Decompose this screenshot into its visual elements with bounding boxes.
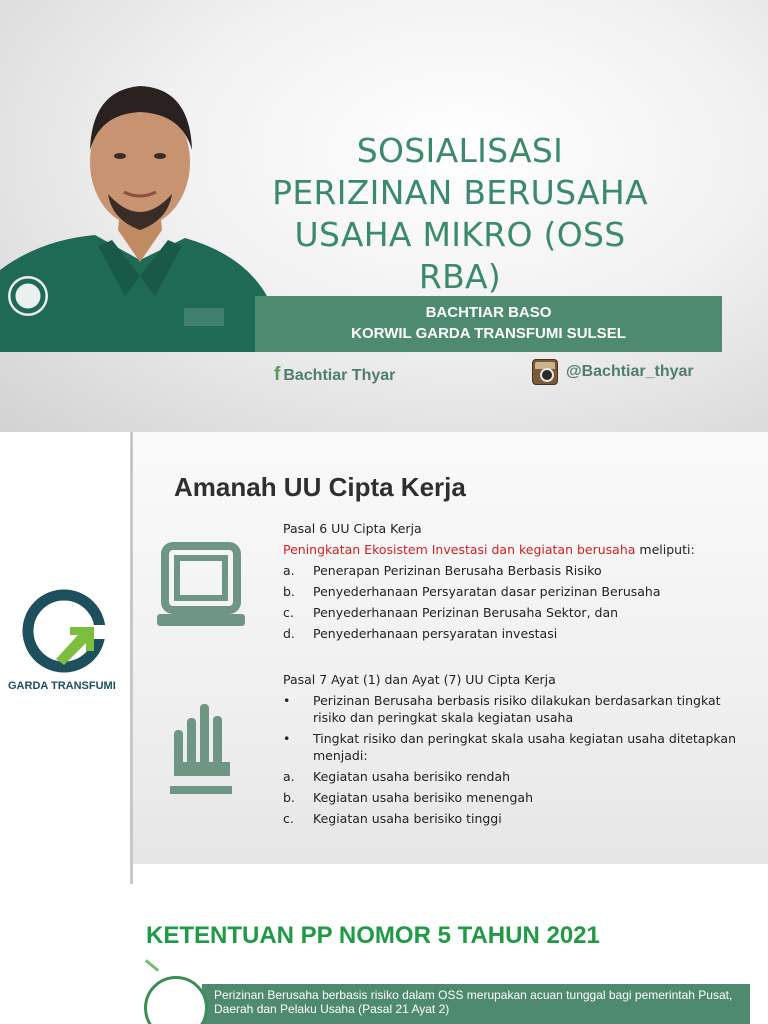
list-text: Kegiatan usaha berisiko tinggi [313,811,502,826]
slide-heading: KETENTUAN PP NOMOR 5 TAHUN 2021 [146,922,600,949]
title-slide [0,0,768,432]
title-line-2: PERIZINAN BERUSAHA [272,173,648,212]
instagram-contact [532,359,694,385]
bullet-text: Perizinan Berusaha berbasis risiko dilakukan berdasarkan tingkat risiko dan peringkat skala kegiatan usaha [313,693,721,725]
list-text: Penyederhanaan Persyaratan dasar perizinan Berusaha [313,584,661,599]
facebook-contact [274,364,395,386]
pasal6-intro-highlight: Peningkatan Ekosistem Investasi dan kegiatan berusaha [283,542,636,557]
circle-icon [144,976,208,1024]
content-slide [0,432,768,864]
presenter-band [255,296,722,352]
laptop-icon [155,540,247,632]
list-item [283,560,753,581]
slide-heading: Amanah UU Cipta Kerja [174,472,466,502]
presenter-name: BACHTIAR BASO [425,304,552,321]
logo-label: GARDA TRANSFUMI [8,680,116,692]
instagram-icon [532,359,558,385]
list-item [283,787,753,808]
instagram-handle: @Bachtiar_thyar [566,363,694,380]
list-text: Kegiatan usaha berisiko menengah [313,790,533,805]
presenter-role: KORWIL GARDA TRANSFUMI SULSEL [351,325,626,342]
list-text: Penyederhanaan Perizinan Berusaha Sektor, dan [313,605,619,620]
list-text: Penyederhanaan persyaratan investasi [313,626,558,641]
slide-title [250,130,670,298]
list-marker: d. [283,626,295,641]
list-marker: a. [283,769,295,784]
title-line-3: USAHA MIKRO (OSS RBA) [294,215,626,296]
facebook-handle: Bachtiar Thyar [283,367,396,384]
list-item [283,766,753,787]
side-divider [130,864,133,884]
list-item [283,581,753,602]
bullet-item [283,728,753,766]
side-divider [130,432,133,864]
pasal7-heading: Pasal 7 Ayat (1) dan Ayat (7) UU Cipta Kerja [283,672,556,687]
list-marker: b. [283,584,295,599]
facebook-icon: f [274,364,281,385]
list-item [283,808,753,829]
bullet-item [283,690,753,728]
list-text: Kegiatan usaha berisiko rendah [313,769,511,784]
list-marker: c. [283,811,294,826]
title-line-1: SOSIALISASI [356,131,564,170]
bullet-marker: • [283,693,291,708]
pp-slide [0,864,768,1024]
list-text: Penerapan Perizinan Berusaha Berbasis Risiko [313,563,602,578]
list-marker: b. [283,790,295,805]
bullet-marker: • [283,731,291,746]
pasal6-heading: Pasal 6 UU Cipta Kerja [283,521,422,536]
list-marker: c. [283,605,294,620]
garda-transfumi-logo-icon [20,587,108,677]
info-box: Perizinan Berusaha berbasis risiko dalam OSS merupakan acuan tunggal bagi pemerintah Pusat, Daerah dan Pelaku Usaha (Pasal 21 Ayat 2) [202,984,750,1024]
pasal6-intro [283,539,753,560]
presenter-photo [0,70,280,352]
list-item [283,623,753,644]
list-item [283,602,753,623]
bullet-text: Tingkat risiko dan peringkat skala usaha kegiatan usaha ditetapkan menjadi: [313,731,736,763]
hand-raised-icon [166,700,236,800]
decorative-line [145,959,159,972]
pasal6-intro-rest: meliputi: [635,542,695,557]
slide-content [283,518,753,829]
list-marker: a. [283,563,295,578]
